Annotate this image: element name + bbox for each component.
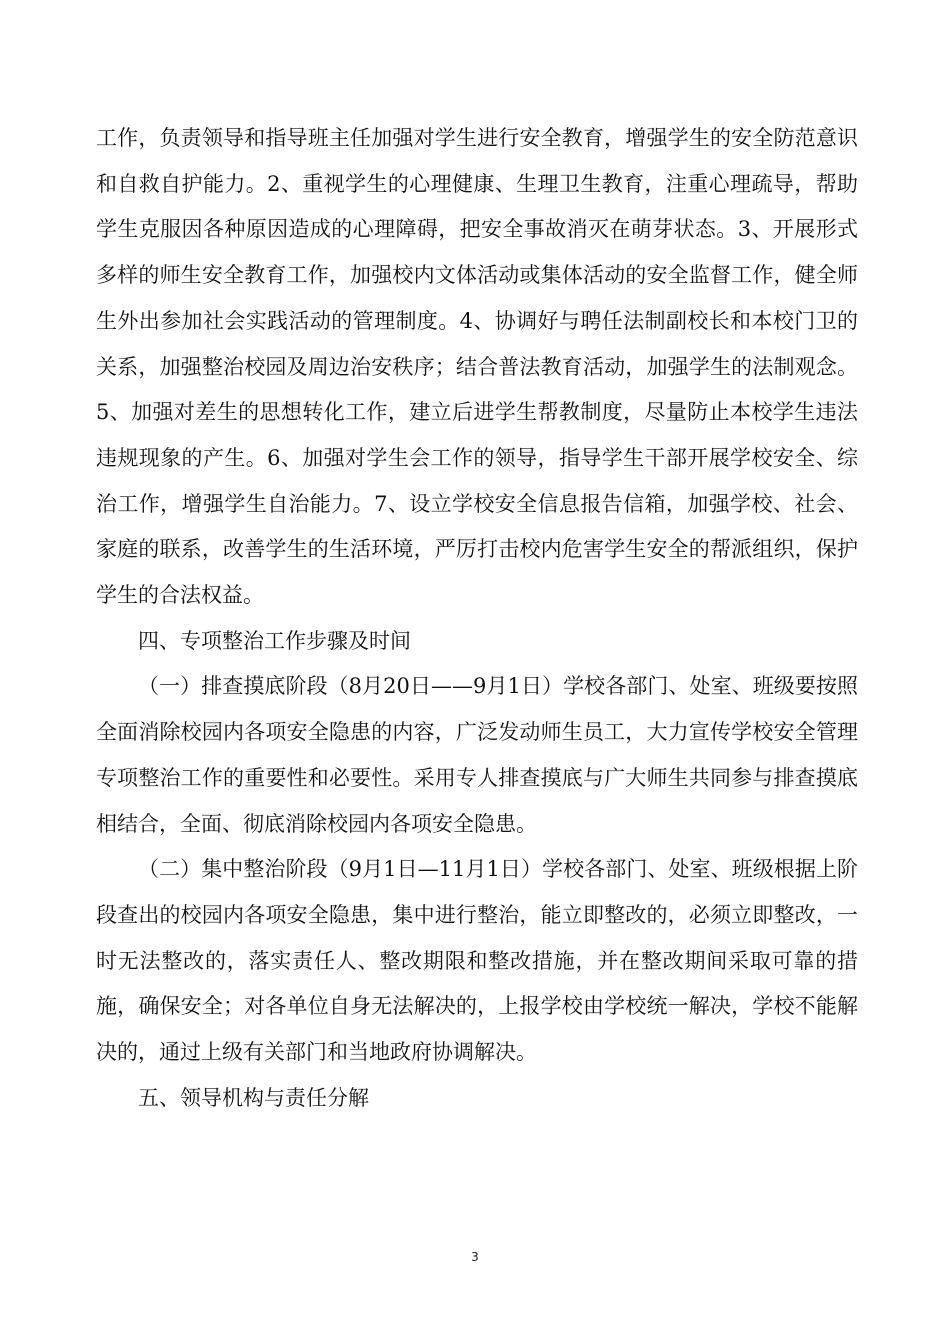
paragraph-stage-2: （二）集中整治阶段（9月1日—11月1日）学校各部门、处室、班级根据上阶段查出的校园内各项安全隐患，集中进行整治，能立即整改的，必须立即整改，一时无法整改的，落实责任人、整改期限和整改措施，并在整改期间采取可靠的措施，确保安全；对各单位自身无法解决的，上报学校由学校统一解决，学校不能解决的，通过上级有关部门和当地政府协调解决。	[96, 857, 858, 1065]
page-number: 3	[471, 1250, 479, 1264]
paragraph-stage-1: （一）排查摸底阶段（8月20日——9月1日）学校各部门、处室、班级要按照全面消除校园内各项安全隐患的内容，广泛发动师生员工，大力宣传学校安全管理专项整治工作的重要性和必要性。采用专人排查摸底与广大师生共同参与排查摸底相结合，全面、彻底消除校园内各项安全隐患。	[96, 674, 858, 836]
section-heading-4: 四、专项整治工作步骤及时间	[138, 628, 411, 653]
paragraph-continuation: 工作，负责领导和指导班主任加强对学生进行安全教育，增强学生的安全防范意识和自救自护能力。2、重视学生的心理健康、生理卫生教育，注重心理疏导，帮助学生克服因各种原因造成的心理障碍，把安全事故消灭在萌芽状态。3、开展形式多样的师生安全教育工作，加强校内文体活动或集体活动的安全监督工作，健全师生外出参加社会实践活动的管理制度。4、协调好与聘任法制副校长和本校门卫的关系，加强整治校园及周边治安秩序；结合普法教育活动，加强学生的法制观念。5、加强对差生的思想转化工作，建立后进学生帮教制度，尽量防止本校学生违法违规现象的产生。6、加强对学生会工作的领导，指导学生干部开展学校安全、综治工作，增强学生自治能力。7、设立学校安全信息报告信箱，加强学校、社会、家庭的联系，改善学生的生活环境，严厉打击校内危害学生安全的帮派组织，保护学生的合法权益。	[96, 126, 858, 608]
document-body	[96, 116, 858, 1121]
section-heading-5: 五、领导机构与责任分解	[138, 1085, 369, 1110]
